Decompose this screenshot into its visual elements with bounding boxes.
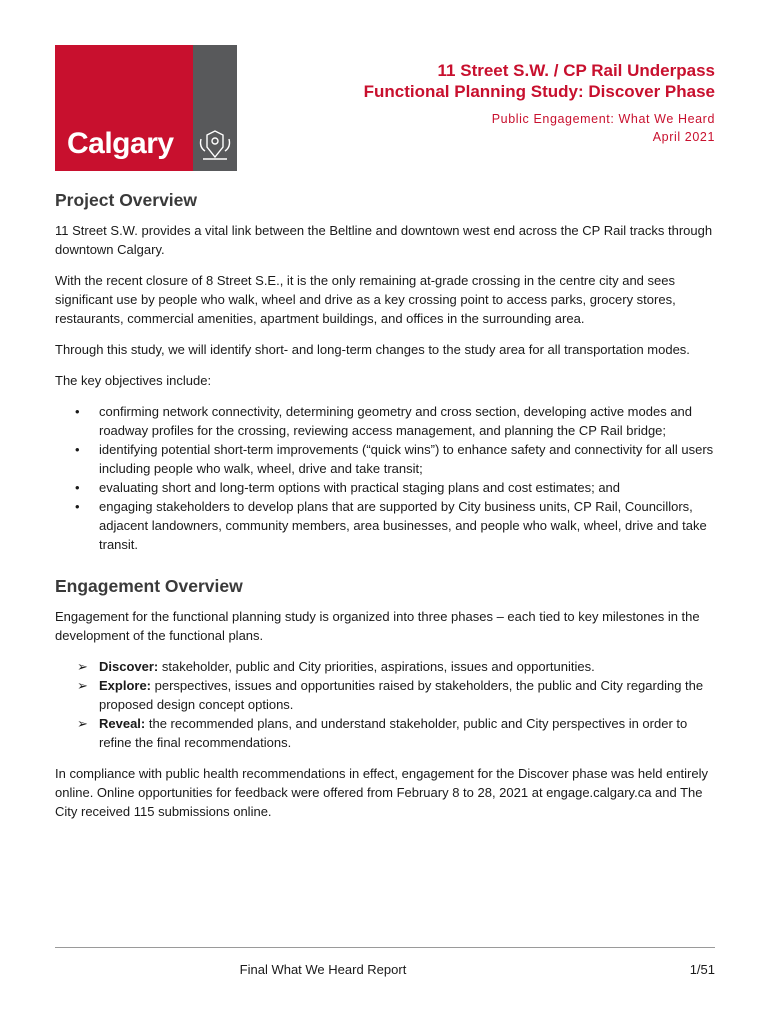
calgary-logo [55,45,237,171]
project-paragraph-4: The key objectives include: [55,373,212,388]
objective-item: • evaluating short and long-term options with practical staging plans and cost estimates; and [55,478,715,497]
report-date: April 2021 [652,130,715,144]
report-title-line-1: 11 Street S.W. / CP Rail Underpass [437,61,715,80]
project-overview-heading: Project Overview [55,190,198,210]
phase-item [55,676,715,714]
city-crest-icon [197,129,233,163]
objective-item: • identifying potential short-term improvements (“quick wins”) to enhance safety and connectivity for all users including people who walk, wheel, drive and take transit; [55,440,715,478]
report-title-line-2: Functional Planning Study: Discover Phase [363,82,715,101]
footer-report-name: Final What We Heard Report [239,962,407,977]
objective-item: • confirming network connectivity, determining geometry and cross section, developing active modes and roadway profiles for the crossing, reviewing access management, and planning the CP Rail bridge; [55,402,715,440]
arrow-bullet-icon: ➢ [77,659,88,674]
objective-item: • engaging stakeholders to develop plans that are supported by City business units, CP Rail, Councillors, adjacent landowners, community members, area businesses, and people who walk, wheel, drive and take transit. [55,497,715,554]
phase-name: Reveal: [99,716,146,731]
engagement-paragraph-2: In compliance with public health recommendations in effect, engagement for the Discover phase was held entirely online. Online opportunities for feedback were offered from February 8 to 28, 2021 at engage.calgary.ca and The City received 115 submissions online. [55,766,709,819]
logo-red-block [55,45,193,171]
phase-name: Explore: [99,678,152,693]
phase-name: Discover: [99,659,159,674]
engagement-overview-heading: Engagement Overview [55,576,243,596]
phases-list [55,657,715,752]
engagement-paragraph-1: Engagement for the functional planning study is organized into three phases – each tied to key milestones in the development of the functional plans. [55,609,700,643]
objectives-list [55,402,715,554]
phase-text: the recommended plans, and understand stakeholder, public and City perspectives in order to refine the final recommendations. [99,716,688,750]
footer-divider [55,947,715,948]
phase-text: perspectives, issues and opportunities raised by stakeholders, the public and City regarding the proposed design concept options. [99,678,704,712]
phase-item [55,657,715,676]
header-block [255,60,715,146]
report-subtitle: Public Engagement: What We Heard [491,112,715,126]
arrow-bullet-icon: ➢ [77,716,88,731]
project-paragraph-2: With the recent closure of 8 Street S.E., it is the only remaining at-grade crossing in the centre city and sees significant use by people who walk, wheel and drive as a key crossing point to access parks, grocery stores, restaurants, commercial amenities, apartment buildings, and offices in the surrounding area. [55,273,676,326]
footer-page-number: 1/51 [689,962,715,977]
project-paragraph-3: Through this study, we will identify short- and long-term changes to the study area for all transportation modes. [55,342,690,357]
project-paragraph-1: 11 Street S.W. provides a vital link between the Beltline and downtown west end across the CP Rail tracks through downtown Calgary. [55,223,713,257]
arrow-bullet-icon: ➢ [77,678,88,693]
main-content [55,190,715,833]
logo-gray-block [193,45,237,171]
logo-wordmark: Calgary [67,127,174,160]
phase-item [55,714,715,752]
phase-text: stakeholder, public and City priorities, aspirations, issues and opportunities. [158,659,595,674]
